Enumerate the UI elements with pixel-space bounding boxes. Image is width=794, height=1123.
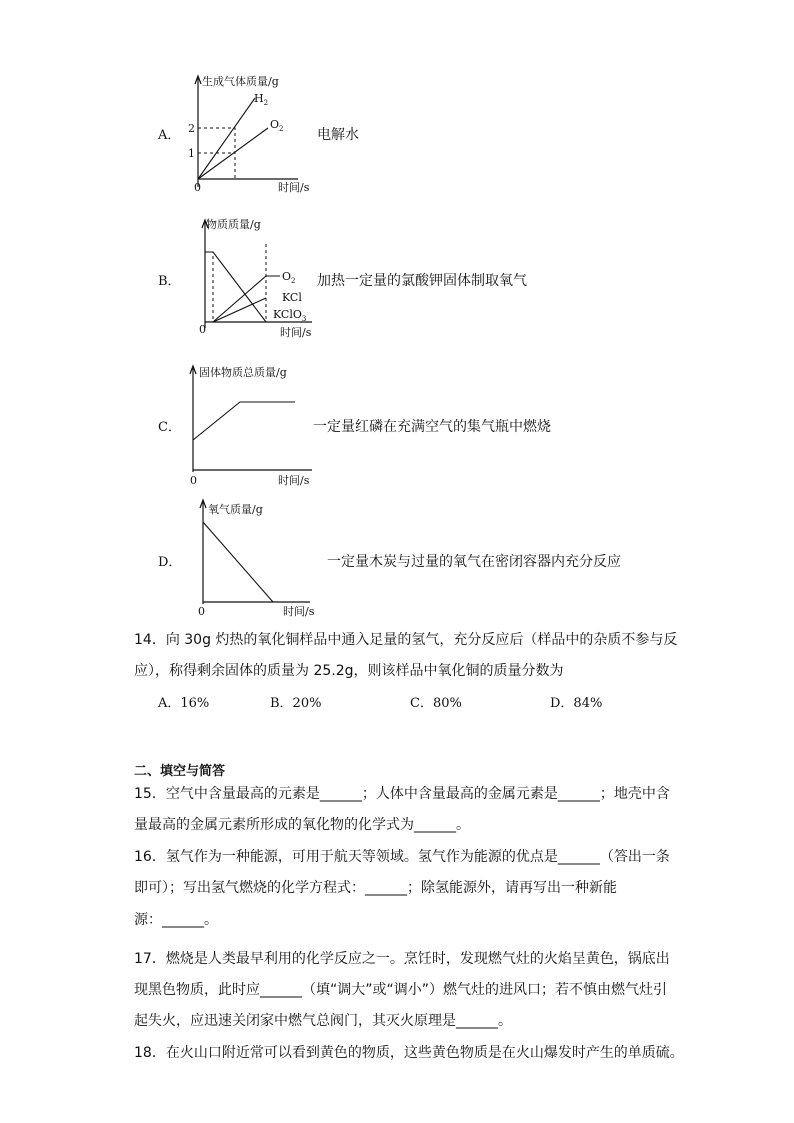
chart-a-label-o2: $O_2$ — [270, 118, 284, 133]
chart-c-line — [193, 402, 295, 440]
chart-a-line-o2 — [198, 128, 268, 179]
q17-line1: 17．燃烧是人类最早利用的化学反应之一。烹饪时，发现燃气灶的火焰呈黄色，锅底出 — [134, 951, 670, 967]
chart-b-label-kclo3: KClO$_3$ — [273, 308, 307, 323]
chart-b — [180, 212, 320, 342]
section-title: 二、填空与简答 — [134, 764, 226, 779]
option-c-label: C． — [158, 420, 181, 435]
chart-c-xlabel: 时间/s — [278, 474, 310, 487]
q14-choice-b: B．20% — [270, 696, 322, 711]
q15-line2: 量最高的金属元素所形成的氧化物的化学式为______。 — [134, 817, 470, 833]
chart-b-label-kcl: KCl — [282, 291, 302, 304]
q14-line1: 14．向 30g 灼热的氧化铜样品中通入足量的氢气，充分反应后（样品中的杂质不参与反 — [134, 632, 678, 648]
chart-a-origin: 0 — [194, 181, 201, 194]
chart-d-origin: 0 — [198, 605, 205, 618]
chart-a-tick-1: 1 — [188, 147, 195, 160]
q17-line3: 起失火，应迅速关闭家中燃气总阀门，其灭火原理是______。 — [134, 1013, 512, 1029]
chart-b-guide-start — [205, 252, 213, 322]
chart-d-xlabel: 时间/s — [283, 605, 315, 618]
option-b-desc: 加热一定量的氯酸钾固体制取氧气 — [317, 273, 527, 289]
chart-a-ylabel: 生成气体质量/g — [202, 75, 279, 88]
chart-d-ylabel: 氧气质量/g — [208, 503, 263, 516]
chart-b-line-kcl — [213, 298, 266, 322]
chart-a-xlabel: 时间/s — [278, 181, 310, 194]
chart-d — [190, 494, 330, 620]
q16-line2: 即可）；写出氢气燃烧的化学方程式：______；除氢能源外，请再写出一种新能 — [134, 880, 617, 896]
chart-d-line — [203, 522, 273, 602]
q18-line1: 18．在火山口附近常可以看到黄色的物质，这些黄色物质是在火山爆发时产生的单质硫。 — [134, 1045, 684, 1061]
chart-b-ylabel: 物质质量/g — [206, 218, 261, 231]
chart-b-line-o2 — [213, 276, 280, 322]
option-a-label: A． — [158, 128, 181, 143]
q15-line1: 15．空气中含量最高的元素是______；人体中含量最高的金属元素是______；地壳中含 — [134, 786, 670, 802]
chart-a-line-h2 — [198, 98, 255, 179]
chart-b-origin: 0 — [199, 323, 206, 336]
option-d-desc: 一定量木炭与过量的氧气在密闭容器内充分反应 — [327, 554, 621, 570]
option-c-desc: 一定量红磷在充满空气的集气瓶中燃烧 — [313, 419, 551, 435]
q14-choice-d: D．84% — [550, 696, 603, 711]
option-d-label: D． — [158, 555, 182, 570]
q14-line2: 应），称得剩余固体的质量为 25.2g，则该样品中氧化铜的质量分数为 — [134, 663, 564, 679]
q14-choice-c: C．80% — [410, 696, 462, 711]
option-a-desc: 电解水 — [317, 127, 359, 143]
chart-a-label-h2: $H_2$ — [254, 92, 269, 107]
q14-choice-a: A．16% — [158, 696, 210, 711]
chart-c-origin: 0 — [190, 474, 197, 487]
option-b-label: B． — [158, 274, 181, 289]
chart-c — [180, 360, 320, 490]
chart-a — [180, 72, 320, 197]
chart-a-tick-2: 2 — [188, 122, 195, 135]
q17-line2: 现黑色物质，此时应______（填“调大”或“调小”）燃气灶的进风口；若不慎由燃气灶引 — [134, 982, 668, 998]
q16-line1: 16．氢气作为一种能源，可用于航天等领域。氢气作为能源的优点是______（答出一条 — [134, 849, 670, 865]
q16-line3: 源：______。 — [134, 912, 218, 928]
chart-b-label-o2: $O_2$ — [282, 270, 296, 285]
chart-c-ylabel: 固体物质总质量/g — [199, 366, 287, 379]
chart-b-xlabel: 时间/s — [280, 326, 312, 339]
